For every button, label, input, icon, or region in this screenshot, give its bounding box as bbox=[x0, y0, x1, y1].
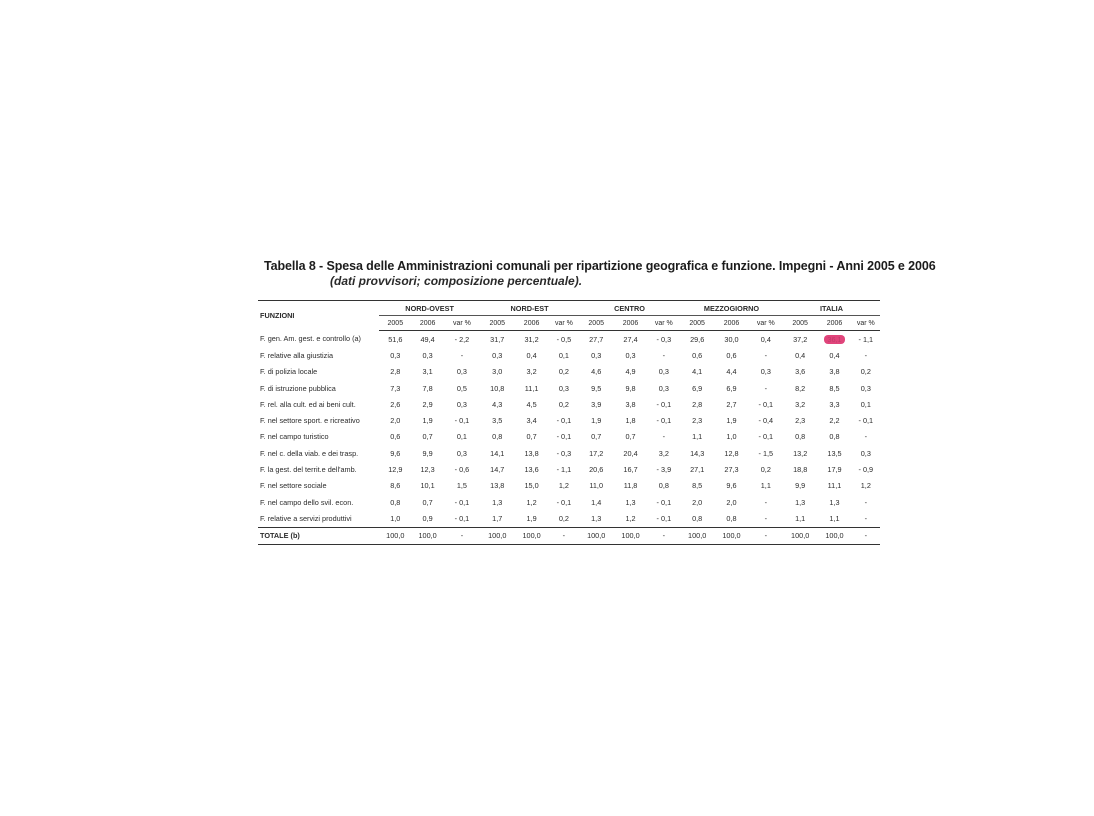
table-cell: 0,7 bbox=[422, 497, 433, 507]
table-cell: 3,8 bbox=[625, 399, 636, 409]
table-cell: 0,3 bbox=[422, 350, 433, 360]
table-cell: 0,2 bbox=[558, 399, 569, 409]
table-cell: - 0,1 bbox=[758, 399, 774, 409]
subheader-cell: 2005 bbox=[783, 316, 817, 331]
table-cell: - 0,1 bbox=[656, 497, 672, 507]
table-cell: 12,3 bbox=[420, 465, 435, 475]
subheader-cell: var % bbox=[852, 316, 880, 331]
page-title: Tabella 8 - Spesa delle Amministrazioni comunali per ripartizione geografica e funzione. Impegni - Anni 2005 e 2006 bbox=[264, 259, 936, 273]
table-cell: 0,4 bbox=[760, 334, 771, 344]
row-label: F. gen. Am. gest. e controllo (a) bbox=[260, 334, 361, 344]
table-cell: 2,7 bbox=[726, 399, 737, 409]
table-cell: 0,3 bbox=[456, 448, 467, 458]
table-cell: 2,0 bbox=[726, 497, 737, 507]
table-cell: - 0,4 bbox=[758, 416, 774, 426]
table-cell: 0,4 bbox=[829, 350, 840, 360]
subheader-cell: var % bbox=[749, 316, 783, 331]
total-cell: 100,0 bbox=[379, 527, 411, 544]
table-cell: 31,2 bbox=[524, 334, 539, 344]
table-cell: 3,8 bbox=[829, 367, 840, 377]
table-cell: 0,8 bbox=[795, 432, 806, 442]
table-cell: 13,8 bbox=[490, 481, 505, 491]
group-header-nord-est: NORD-EST bbox=[480, 301, 579, 316]
table-cell: 0,1 bbox=[456, 432, 467, 442]
table-cell: - 0,1 bbox=[858, 416, 874, 426]
row-label: F. nel campo dello svil. econ. bbox=[260, 497, 354, 507]
table-cell: 8,5 bbox=[829, 383, 840, 393]
data-table bbox=[258, 300, 880, 545]
table-cell: 2,0 bbox=[692, 497, 703, 507]
table-cell: 11,0 bbox=[589, 481, 604, 491]
table-cell: 0,2 bbox=[558, 513, 569, 523]
table-cell: 0,3 bbox=[860, 383, 871, 393]
subheader-cell: 2006 bbox=[817, 316, 851, 331]
table-cell: 9,8 bbox=[625, 383, 636, 393]
table-cell: 0,8 bbox=[726, 513, 737, 523]
table-cell: 0,2 bbox=[760, 465, 771, 475]
table-body bbox=[258, 331, 880, 545]
table-cell: - 0,1 bbox=[656, 416, 672, 426]
table-row bbox=[258, 478, 880, 494]
table-cell: 10,8 bbox=[490, 383, 505, 393]
group-header-mezzogiorno: MEZZOGIORNO bbox=[680, 301, 783, 316]
table-cell: 0,9 bbox=[422, 513, 433, 523]
subheader-cell: 2005 bbox=[379, 316, 411, 331]
page-subtitle: (dati provvisori; composizione percentuale). bbox=[330, 274, 583, 288]
row-label: F. di istruzione pubblica bbox=[260, 383, 336, 393]
table-cell: 1,3 bbox=[625, 497, 636, 507]
table-cell: - 2,2 bbox=[454, 334, 470, 344]
table-cell: 15,0 bbox=[524, 481, 539, 491]
table-cell: 3,1 bbox=[422, 367, 433, 377]
table-cell: 11,1 bbox=[524, 383, 539, 393]
table-cell: 3,2 bbox=[526, 367, 537, 377]
group-header-italia: ITALIA bbox=[783, 301, 880, 316]
table-cell: - bbox=[864, 497, 868, 507]
total-cell: - bbox=[444, 527, 480, 544]
group-header-centro: CENTRO bbox=[579, 301, 680, 316]
table-cell: 13,5 bbox=[827, 448, 842, 458]
table-cell: 0,8 bbox=[390, 497, 401, 507]
table-cell: 1,3 bbox=[492, 497, 503, 507]
total-label: TOTALE (b) bbox=[258, 527, 379, 544]
row-label: F. rel. alla cult. ed ai beni cult. bbox=[260, 399, 356, 409]
table-cell: - 0,1 bbox=[454, 513, 470, 523]
total-cell: - bbox=[648, 527, 680, 544]
table-cell: 27,3 bbox=[724, 465, 739, 475]
total-cell: - bbox=[852, 527, 880, 544]
table-cell: 31,7 bbox=[490, 334, 505, 344]
table-cell: 8,2 bbox=[795, 383, 806, 393]
table-cell: 3,0 bbox=[492, 367, 503, 377]
table-cell: 0,3 bbox=[658, 367, 669, 377]
subheader-cell: 2005 bbox=[480, 316, 514, 331]
table-cell: 12,9 bbox=[388, 465, 403, 475]
table-cell: - bbox=[764, 513, 768, 523]
table-cell: 0,3 bbox=[860, 448, 871, 458]
table-cell: 0,6 bbox=[692, 350, 703, 360]
table-cell: 1,3 bbox=[591, 513, 602, 523]
table-cell: 0,7 bbox=[526, 432, 537, 442]
table-cell: 17,2 bbox=[589, 448, 604, 458]
table-cell: 1,2 bbox=[860, 481, 871, 491]
table-cell: - 0,3 bbox=[556, 448, 572, 458]
table-cell: 1,2 bbox=[625, 513, 636, 523]
table-cell: 0,1 bbox=[558, 350, 569, 360]
table-cell: 29,6 bbox=[690, 334, 705, 344]
table-cell: 2,3 bbox=[692, 416, 703, 426]
table-cell: - 0,1 bbox=[656, 513, 672, 523]
row-label: F. nel campo turistico bbox=[260, 432, 329, 442]
table-row bbox=[258, 445, 880, 461]
table-cell: 0,1 bbox=[860, 399, 871, 409]
table-cell: 9,9 bbox=[795, 481, 806, 491]
table-cell: 13,6 bbox=[524, 465, 539, 475]
total-cell: 100,0 bbox=[783, 527, 817, 544]
table-cell: - 3,9 bbox=[656, 465, 672, 475]
table-cell: 20,6 bbox=[589, 465, 604, 475]
subheader-cell: 2005 bbox=[680, 316, 714, 331]
row-label: F. nel settore sociale bbox=[260, 481, 327, 491]
table-cell: 1,9 bbox=[422, 416, 433, 426]
table-cell: 4,9 bbox=[625, 367, 636, 377]
table-row bbox=[258, 494, 880, 510]
table-cell: 30,0 bbox=[724, 334, 739, 344]
table-cell: 2,0 bbox=[390, 416, 401, 426]
table-row bbox=[258, 461, 880, 477]
table-cell: 4,6 bbox=[591, 367, 602, 377]
table-cell: 0,6 bbox=[726, 350, 737, 360]
table-cell: 12,8 bbox=[724, 448, 739, 458]
table-cell: 1,4 bbox=[591, 497, 602, 507]
table-cell: 2,2 bbox=[829, 416, 840, 426]
total-cell: 100,0 bbox=[680, 527, 714, 544]
table-row bbox=[258, 396, 880, 412]
table-cell: 0,3 bbox=[456, 367, 467, 377]
table-cell: 0,7 bbox=[422, 432, 433, 442]
table-cell: 14,3 bbox=[690, 448, 705, 458]
table-cell: 0,3 bbox=[658, 383, 669, 393]
table-cell: - bbox=[662, 350, 666, 360]
table-cell: - 0,9 bbox=[858, 465, 874, 475]
table-cell: - 1,5 bbox=[758, 448, 774, 458]
table-cell: 2,8 bbox=[692, 399, 703, 409]
total-cell: 100,0 bbox=[514, 527, 548, 544]
table-cell: - 0,1 bbox=[556, 416, 572, 426]
table-cell: 1,9 bbox=[726, 416, 737, 426]
table-cell: 3,6 bbox=[795, 367, 806, 377]
row-label: F. relative a servizi produttivi bbox=[260, 513, 352, 523]
table-cell: 4,3 bbox=[492, 399, 503, 409]
table-cell: 13,2 bbox=[793, 448, 808, 458]
table-cell: - 0,1 bbox=[454, 497, 470, 507]
group-header-nord-ovest: NORD-OVEST bbox=[379, 301, 480, 316]
table-cell: 37,2 bbox=[793, 334, 808, 344]
table-cell: 0,8 bbox=[658, 481, 669, 491]
table-cell: 4,4 bbox=[726, 367, 737, 377]
total-cell: 100,0 bbox=[714, 527, 748, 544]
table-cell: 27,4 bbox=[623, 334, 638, 344]
funzioni-header: FUNZIONI bbox=[258, 301, 379, 331]
table-cell: 0,7 bbox=[591, 432, 602, 442]
subheader-cell: 2006 bbox=[411, 316, 443, 331]
group-header-row bbox=[258, 301, 880, 316]
table-cell: 10,1 bbox=[420, 481, 435, 491]
total-row bbox=[258, 527, 880, 544]
table-cell: 0,3 bbox=[492, 350, 503, 360]
table-cell: 9,9 bbox=[422, 448, 433, 458]
table-cell: 1,1 bbox=[760, 481, 771, 491]
subheader-cell: var % bbox=[444, 316, 480, 331]
table-cell: 3,2 bbox=[658, 448, 669, 458]
highlighted-value: 36,1 bbox=[824, 335, 844, 344]
table-cell: 0,3 bbox=[390, 350, 401, 360]
table-cell: - 0,6 bbox=[454, 465, 470, 475]
table-cell: 1,3 bbox=[795, 497, 806, 507]
subheader-cell: 2005 bbox=[579, 316, 613, 331]
table-cell: 27,7 bbox=[589, 334, 604, 344]
table-cell: 6,9 bbox=[726, 383, 737, 393]
table-cell: 7,3 bbox=[390, 383, 401, 393]
table-cell: 1,1 bbox=[829, 513, 840, 523]
table-cell: 3,4 bbox=[526, 416, 537, 426]
table-cell: 27,1 bbox=[690, 465, 705, 475]
table-cell: - bbox=[764, 497, 768, 507]
table-cell: 13,8 bbox=[524, 448, 539, 458]
table-cell: 4,5 bbox=[526, 399, 537, 409]
table-cell: 2,6 bbox=[390, 399, 401, 409]
table-cell: - bbox=[864, 513, 868, 523]
table-cell: 1,8 bbox=[625, 416, 636, 426]
subheader-cell: 2006 bbox=[613, 316, 647, 331]
table-cell: 1,0 bbox=[726, 432, 737, 442]
table-cell: 11,1 bbox=[827, 481, 842, 491]
total-cell: 100,0 bbox=[613, 527, 647, 544]
table-cell: 0,7 bbox=[625, 432, 636, 442]
table-cell: 0,8 bbox=[829, 432, 840, 442]
table-cell: 0,2 bbox=[558, 367, 569, 377]
table-cell: - 0,1 bbox=[556, 497, 572, 507]
subheader-cell: var % bbox=[648, 316, 680, 331]
total-cell: 100,0 bbox=[480, 527, 514, 544]
table-cell: - 0,1 bbox=[556, 432, 572, 442]
row-label: F. la gest. del territ.e dell'amb. bbox=[260, 465, 357, 475]
table-cell: 9,5 bbox=[591, 383, 602, 393]
table-cell: 1,7 bbox=[492, 513, 503, 523]
total-cell: - bbox=[549, 527, 579, 544]
table-cell: 3,3 bbox=[829, 399, 840, 409]
table-cell: 20,4 bbox=[623, 448, 638, 458]
table-cell bbox=[817, 331, 851, 348]
total-cell: 100,0 bbox=[817, 527, 851, 544]
table-cell: 9,6 bbox=[726, 481, 737, 491]
table-cell: 1,9 bbox=[591, 416, 602, 426]
table-cell: 6,9 bbox=[692, 383, 703, 393]
table-cell: 0,8 bbox=[692, 513, 703, 523]
table-cell: 17,9 bbox=[827, 465, 842, 475]
table-row bbox=[258, 429, 880, 445]
table-cell: 1,2 bbox=[526, 497, 537, 507]
subheader-cell: 2006 bbox=[714, 316, 748, 331]
table-cell: - 0,1 bbox=[454, 416, 470, 426]
total-cell: 100,0 bbox=[411, 527, 443, 544]
table-row bbox=[258, 510, 880, 527]
subheader-cell: var % bbox=[549, 316, 579, 331]
table-cell: 3,9 bbox=[591, 399, 602, 409]
table-cell: 2,8 bbox=[390, 367, 401, 377]
table-cell: 3,5 bbox=[492, 416, 503, 426]
table-row bbox=[258, 412, 880, 428]
table-cell: 0,4 bbox=[526, 350, 537, 360]
table-cell: 49,4 bbox=[420, 334, 435, 344]
table-row bbox=[258, 364, 880, 380]
table-cell: - bbox=[662, 432, 666, 442]
table-cell: 0,3 bbox=[625, 350, 636, 360]
table-cell: 0,5 bbox=[456, 383, 467, 393]
table-cell: - 1,1 bbox=[858, 334, 874, 344]
data-table-container bbox=[258, 300, 880, 545]
table-row bbox=[258, 347, 880, 363]
table-cell: 0,4 bbox=[795, 350, 806, 360]
table-cell: 0,6 bbox=[390, 432, 401, 442]
table-cell: 1,3 bbox=[829, 497, 840, 507]
table-cell: 18,8 bbox=[793, 465, 808, 475]
table-cell: 1,5 bbox=[456, 481, 467, 491]
row-label: F. relative alla giustizia bbox=[260, 350, 334, 360]
table-cell: 0,3 bbox=[456, 399, 467, 409]
total-cell: 100,0 bbox=[579, 527, 613, 544]
subheader-cell: 2006 bbox=[514, 316, 548, 331]
table-cell: - bbox=[460, 350, 464, 360]
table-cell: 11,8 bbox=[623, 481, 638, 491]
table-row bbox=[258, 331, 880, 348]
table-cell: - bbox=[764, 383, 768, 393]
table-cell: 16,7 bbox=[623, 465, 638, 475]
table-cell: 1,1 bbox=[795, 513, 806, 523]
table-cell: 1,0 bbox=[390, 513, 401, 523]
table-cell: 0,3 bbox=[760, 367, 771, 377]
table-cell: 0,2 bbox=[860, 367, 871, 377]
table-cell: 2,3 bbox=[795, 416, 806, 426]
table-cell: - 0,3 bbox=[656, 334, 672, 344]
table-cell: - 0,5 bbox=[556, 334, 572, 344]
table-cell: 1,9 bbox=[526, 513, 537, 523]
table-cell: 14,1 bbox=[490, 448, 505, 458]
table-cell: 1,1 bbox=[692, 432, 703, 442]
table-cell: 7,8 bbox=[422, 383, 433, 393]
row-label: F. nel c. della viab. e dei trasp. bbox=[260, 448, 359, 458]
table-cell: 4,1 bbox=[692, 367, 703, 377]
table-cell: - bbox=[864, 350, 868, 360]
row-label: F. di polizia locale bbox=[260, 367, 318, 377]
table-cell: 1,2 bbox=[558, 481, 569, 491]
table-cell: 51,6 bbox=[388, 334, 403, 344]
table-cell: 0,3 bbox=[558, 383, 569, 393]
table-cell: 8,5 bbox=[692, 481, 703, 491]
table-row bbox=[258, 380, 880, 396]
table-cell: 2,9 bbox=[422, 399, 433, 409]
table-cell: 3,2 bbox=[795, 399, 806, 409]
table-cell: - bbox=[764, 350, 768, 360]
table-cell: - 0,1 bbox=[656, 399, 672, 409]
table-cell: 0,8 bbox=[492, 432, 503, 442]
row-label: F. nel settore sport. e ricreativo bbox=[260, 416, 360, 426]
table-cell: - 0,1 bbox=[758, 432, 774, 442]
total-cell: - bbox=[749, 527, 783, 544]
table-cell: 9,6 bbox=[390, 448, 401, 458]
table-cell: 0,3 bbox=[591, 350, 602, 360]
table-cell: - bbox=[864, 432, 868, 442]
table-cell: 8,6 bbox=[390, 481, 401, 491]
table-cell: - 1,1 bbox=[556, 465, 572, 475]
table-cell: 14,7 bbox=[490, 465, 505, 475]
